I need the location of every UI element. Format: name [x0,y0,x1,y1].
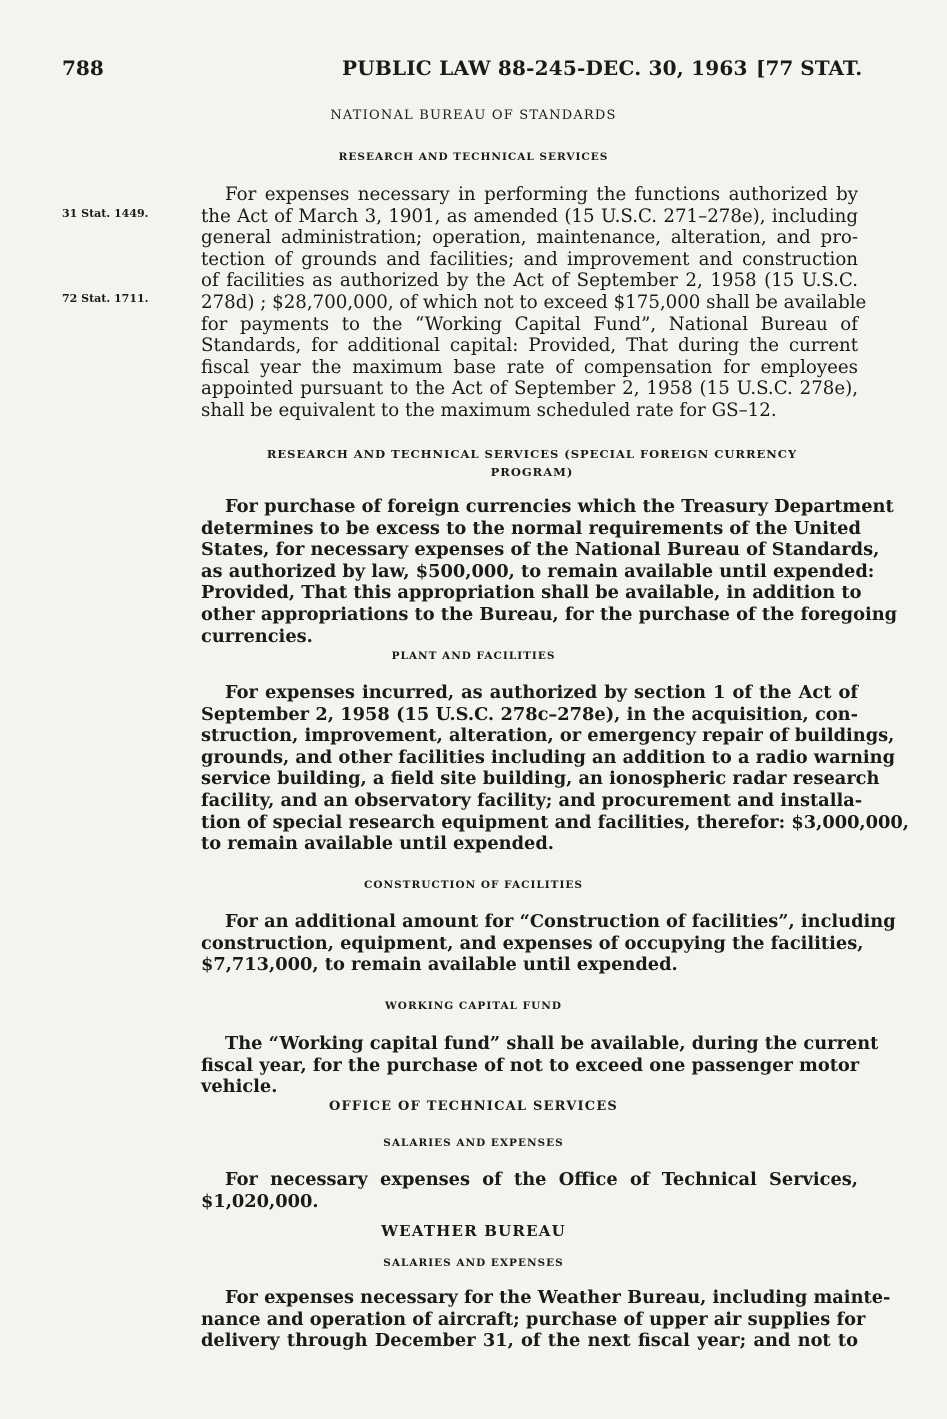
text-line: tection of grounds and facilities; and improvement and construction [201,248,858,270]
subheading-wcf: WORKING CAPITAL FUND [385,1000,562,1012]
text-line: appointed pursuant to the Act of September 2, 1958 (15 U.S.C. 278e), [201,378,858,400]
text-line: delivery through December 31, of the next fiscal year; and not to [201,1330,858,1352]
text-line: grounds, and other facilities including an addition to a radio warning [201,746,896,768]
text-line: to remain available until expended. [201,833,554,855]
text-line: vehicle. [201,1076,278,1098]
margin-note-2: 72 Stat. 1711. [62,292,149,305]
text-line: construction, equipment, and expenses of occupying the facilities, [201,932,864,954]
text-line: shall be equivalent to the maximum scheduled rate for GS–12. [201,399,777,421]
text-line: as authorized by law, $500,000, to remain available until expended: [201,560,875,582]
text-line: September 2, 1958 (15 U.S.C. 278c–278e), in the acquisition, con- [201,703,858,725]
text-line: $7,713,000, to remain available until expended. [201,954,678,976]
text-line: of facilities as authorized by the Act of September 2, 1958 (15 U.S.C. [201,270,858,292]
text-line: fiscal year the maximum base rate of compensation for employees [201,356,858,378]
margin-note-1: 31 Stat. 1449. [62,207,149,220]
subheading-sfcp [222,445,842,481]
text-line: the Act of March 3, 1901, as amended (15 U.S.C. 271–278e), including [201,205,858,227]
text-line: nance and operation of aircraft; purchase of upper air supplies for [201,1308,866,1330]
paragraph-plant [201,682,909,855]
section-heading-ots: OFFICE OF TECHNICAL SERVICES [328,1099,619,1114]
text-line: Provided, That this appropriation shall be available, in addition to [201,582,862,604]
text-line: determines to be excess to the normal requirements of the United [201,517,861,539]
text-line: currencies. [201,625,313,647]
paragraph-wb [201,1287,891,1352]
text-line: fiscal year, for the purchase of not to exceed one passenger motor [201,1054,860,1076]
text-line: tion of special research equipment and facilities, therefor: $3,000,000, [201,811,909,833]
running-title: PUBLIC LAW 88-245-DEC. 30, 1963 [342,56,748,80]
text-line: Standards, for additional capital: Provided, That during the current [201,335,858,357]
subheading-ots: SALARIES AND EXPENSES [383,1137,564,1149]
section-heading-wb: WEATHER BUREAU [381,1222,566,1240]
section-heading-nbs: NATIONAL BUREAU OF STANDARDS [330,108,617,123]
text-line: For an additional amount for “Construction of facilities”, including [225,911,896,932]
subheading-line: PROGRAM) [490,465,574,479]
text-line: The “Working capital fund” shall be available, during the current [225,1033,879,1054]
text-line: For expenses necessary for the Weather Bureau, including mainte- [225,1287,891,1308]
paragraph-wcf [201,1033,879,1098]
subheading-construction: CONSTRUCTION OF FACILITIES [364,879,583,891]
text-line: States, for necessary expenses of the National Bureau of Standards, [201,539,880,561]
text-line: For necessary expenses of the Office of Technical Services, [225,1169,858,1190]
text-line: For expenses necessary in performing the functions authorized by [225,184,858,205]
page-number: 788 [62,56,104,80]
paragraph-sfcp [201,496,898,647]
subheading-rts: RESEARCH AND TECHNICAL SERVICES [338,151,609,163]
text-line: For expenses incurred, as authorized by section 1 of the Act of [225,682,858,703]
subheading-line: RESEARCH AND TECHNICAL SERVICES (SPECIAL FOREIGN CURRENCY [266,447,798,461]
text-line: $1,020,000. [201,1190,319,1212]
text-line: general administration; operation, maintenance, alteration, and pro- [201,227,858,249]
text-line: facility, and an observatory facility; and procurement and installa- [201,789,863,811]
paragraph-construction [201,911,896,976]
text-line: 278d) ; $28,700,000, of which not to exceed $175,000 shall be available [201,291,867,313]
text-line: service building, a field site building, an ionospheric radar research [201,768,880,790]
text-line: other appropriations to the Bureau, for the purchase of the foregoing [201,603,898,625]
subheading-plant: PLANT AND FACILITIES [391,650,556,662]
volume-citation: [77 STAT. [756,56,863,80]
paragraph-ots [201,1169,858,1212]
text-line: For purchase of foreign currencies which the Treasury Department [225,496,894,517]
text-line: for payments to the “Working Capital Fund”, National Bureau of [201,313,858,335]
text-line: struction, improvement, alteration, or emergency repair of buildings, [201,725,895,747]
subheading-wb: SALARIES AND EXPENSES [383,1257,564,1269]
paragraph-rts [201,184,867,422]
